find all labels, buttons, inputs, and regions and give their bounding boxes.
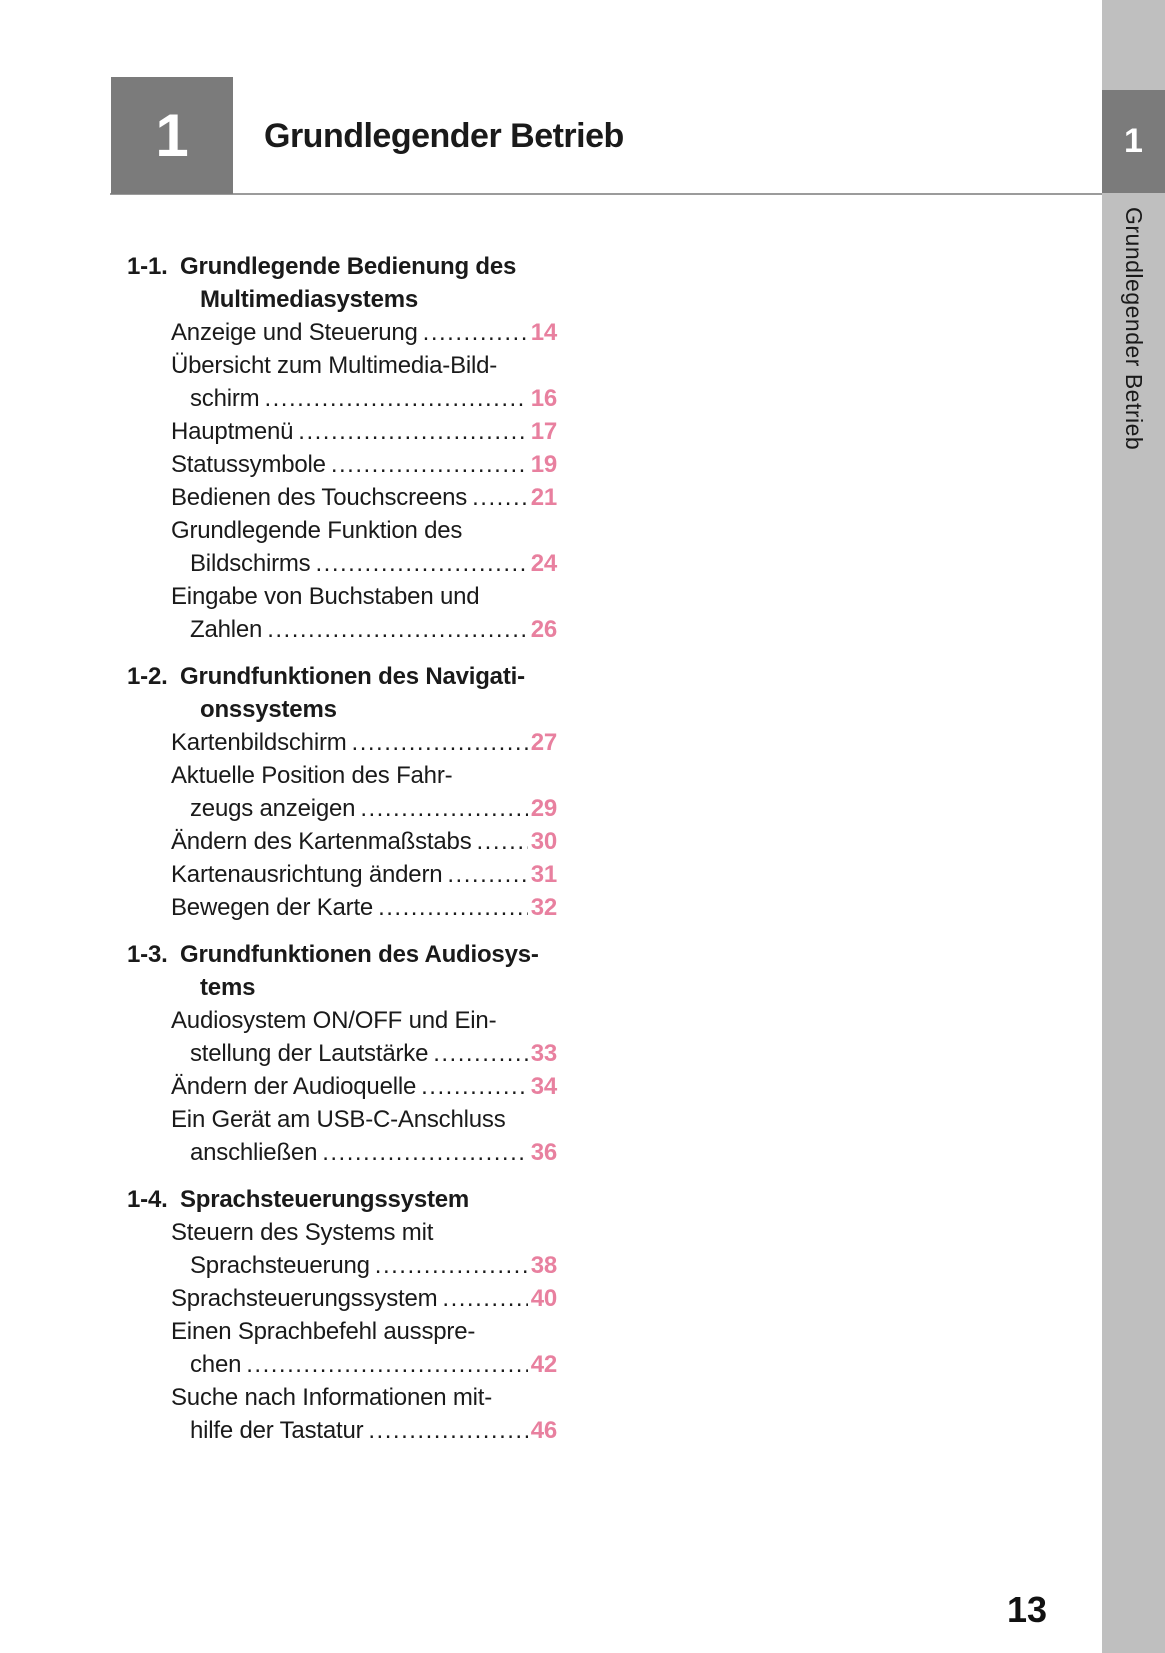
section-title-line: Sprachsteuerungssystem	[180, 1186, 470, 1213]
toc	[127, 250, 557, 1447]
entry-line	[171, 1249, 557, 1282]
chapter-number: 1	[155, 101, 189, 169]
entry-line	[171, 1070, 557, 1103]
section-title-line: tems	[200, 974, 256, 1001]
entry-line	[171, 1282, 557, 1315]
entry-line	[171, 448, 557, 481]
toc-entry	[171, 415, 557, 448]
toc-entry	[171, 481, 557, 514]
toc-entry	[171, 825, 557, 858]
dot-leader	[246, 1348, 527, 1381]
entry-line	[171, 382, 557, 415]
entry-page-number: 24	[530, 550, 557, 577]
section-title	[180, 250, 557, 316]
entry-page-number: 21	[530, 484, 557, 511]
dot-leader	[472, 481, 528, 514]
entry-text: Ändern der Audioquelle	[171, 1073, 417, 1100]
entry-line	[171, 858, 557, 891]
toc-entry	[171, 580, 557, 646]
entry-page-number: 40	[530, 1285, 557, 1312]
entry-line	[171, 1348, 557, 1381]
entry-line	[171, 613, 557, 646]
section-header	[127, 1183, 557, 1216]
entry-text: hilfe der Tastatur	[190, 1417, 364, 1444]
entry-line: Eingabe von Buchstaben und	[171, 583, 480, 610]
page-number: 13	[1006, 1589, 1047, 1630]
toc-entry	[171, 1315, 557, 1381]
entry-text: Bewegen der Karte	[171, 894, 374, 921]
section-title-line: Grundfunktionen des Navigati-	[180, 663, 525, 690]
toc-section	[127, 250, 557, 646]
dot-leader	[315, 547, 527, 580]
entry-line	[171, 1037, 557, 1070]
entry-page-number: 16	[530, 385, 557, 412]
chapter-number-box	[111, 77, 233, 194]
dot-leader	[322, 1136, 527, 1169]
entry-page-number: 26	[530, 616, 557, 643]
entry-line: Aktuelle Position des Fahr-	[171, 762, 453, 789]
dot-leader	[264, 382, 527, 415]
entry-text: Anzeige und Steuerung	[171, 319, 418, 346]
entry-text: Bildschirms	[190, 550, 311, 577]
toc-entry	[171, 1103, 557, 1169]
entry-line	[171, 792, 557, 825]
toc-entry	[171, 448, 557, 481]
entry-page-number: 31	[530, 861, 557, 888]
entry-page-number: 46	[530, 1417, 557, 1444]
section-title	[180, 938, 557, 1004]
entry-text: Kartenbildschirm	[171, 729, 347, 756]
toc-section	[127, 660, 557, 924]
dot-leader	[298, 415, 527, 448]
entry-text: Sprachsteuerung	[190, 1252, 370, 1279]
dot-leader	[352, 726, 528, 759]
entry-page-number: 14	[530, 319, 557, 346]
entry-line: Übersicht zum Multimedia-Bild-	[171, 352, 498, 379]
section-number: 1-4.	[127, 1186, 168, 1213]
toc-section	[127, 938, 557, 1169]
dot-leader	[447, 858, 527, 891]
dot-leader	[331, 448, 528, 481]
dot-leader	[360, 792, 527, 825]
toc-entry	[171, 891, 557, 924]
dot-leader	[368, 1414, 527, 1447]
entry-text: Zahlen	[190, 616, 263, 643]
dot-leader	[442, 1282, 527, 1315]
entry-text: Sprachsteuerungssystem	[171, 1285, 438, 1312]
entry-page-number: 17	[530, 418, 557, 445]
sidebar-chapter-tab	[1102, 90, 1165, 193]
entry-line: Einen Sprachbefehl ausspre-	[171, 1318, 476, 1345]
section-title	[180, 1183, 557, 1216]
section-title-line: Grundfunktionen des Audiosys-	[180, 941, 539, 968]
entry-text: anschließen	[190, 1139, 318, 1166]
header-rule	[110, 193, 1102, 195]
toc-entry	[171, 1004, 557, 1070]
toc-entry	[171, 1282, 557, 1315]
toc-entry	[171, 1381, 557, 1447]
section-header	[127, 938, 557, 1004]
section-title-line: Grundlegende Bedienung des	[180, 253, 517, 280]
entry-line	[171, 726, 557, 759]
toc-entry	[171, 349, 557, 415]
entry-page-number: 27	[530, 729, 557, 756]
entry-page-number: 42	[530, 1351, 557, 1378]
dot-leader	[267, 613, 528, 646]
entry-page-number: 38	[530, 1252, 557, 1279]
sidebar-vertical-label: Grundlegender Betrieb	[1121, 207, 1147, 451]
toc-entry	[171, 514, 557, 580]
entry-line	[171, 481, 557, 514]
toc-entry	[171, 726, 557, 759]
entry-text: chen	[190, 1351, 242, 1378]
entry-page-number: 33	[530, 1040, 557, 1067]
entry-line	[171, 891, 557, 924]
entry-page-number: 32	[530, 894, 557, 921]
dot-leader	[421, 1070, 528, 1103]
toc-section	[127, 1183, 557, 1447]
section-number: 1-1.	[127, 253, 168, 280]
entry-line: Ein Gerät am USB-C-Anschluss	[171, 1106, 506, 1133]
entry-line	[171, 547, 557, 580]
dot-leader	[423, 316, 528, 349]
entry-line: Steuern des Systems mit	[171, 1219, 434, 1246]
section-title-line: onssystems	[200, 696, 337, 723]
chapter-title: Grundlegender Betrieb	[264, 117, 624, 155]
entry-line: Grundlegende Funktion des	[171, 517, 463, 544]
section-title-line: Multimediasystems	[200, 286, 419, 313]
section-header	[127, 660, 557, 726]
toc-entry	[171, 1216, 557, 1282]
entry-text: stellung der Lautstärke	[190, 1040, 429, 1067]
entry-text: Ändern des Kartenmaßstabs	[171, 828, 472, 855]
sidebar-vertical-label-wrap	[1102, 207, 1165, 450]
dot-leader	[375, 1249, 528, 1282]
entry-page-number: 36	[530, 1139, 557, 1166]
entry-line	[171, 415, 557, 448]
section-number: 1-3.	[127, 941, 168, 968]
entry-text: schirm	[190, 385, 260, 412]
entry-text: zeugs anzeigen	[190, 795, 356, 822]
entry-line	[171, 1136, 557, 1169]
entry-page-number: 34	[530, 1073, 557, 1100]
section-number: 1-2.	[127, 663, 168, 690]
entry-text: Bedienen des Touchscreens	[171, 484, 468, 511]
entry-line: Audiosystem ON/OFF und Ein-	[171, 1007, 497, 1034]
entry-page-number: 19	[530, 451, 557, 478]
dot-leader	[378, 891, 528, 924]
entry-page-number: 30	[530, 828, 557, 855]
toc-entry	[171, 316, 557, 349]
entry-line	[171, 825, 557, 858]
entry-line: Suche nach Informationen mit-	[171, 1384, 493, 1411]
entry-line	[171, 1414, 557, 1447]
chapter-sidebar	[1102, 0, 1165, 1653]
dot-leader	[433, 1037, 527, 1070]
toc-entry	[171, 858, 557, 891]
entry-text: Statussymbole	[171, 451, 326, 478]
dot-leader	[477, 825, 528, 858]
entry-text: Hauptmenü	[171, 418, 294, 445]
toc-entry	[171, 759, 557, 825]
entry-text: Kartenausrichtung ändern	[171, 861, 443, 888]
entry-page-number: 29	[530, 795, 557, 822]
section-title	[180, 660, 557, 726]
entry-line	[171, 316, 557, 349]
toc-entry	[171, 1070, 557, 1103]
sidebar-chapter-number: 1	[1124, 122, 1143, 160]
section-header	[127, 250, 557, 316]
